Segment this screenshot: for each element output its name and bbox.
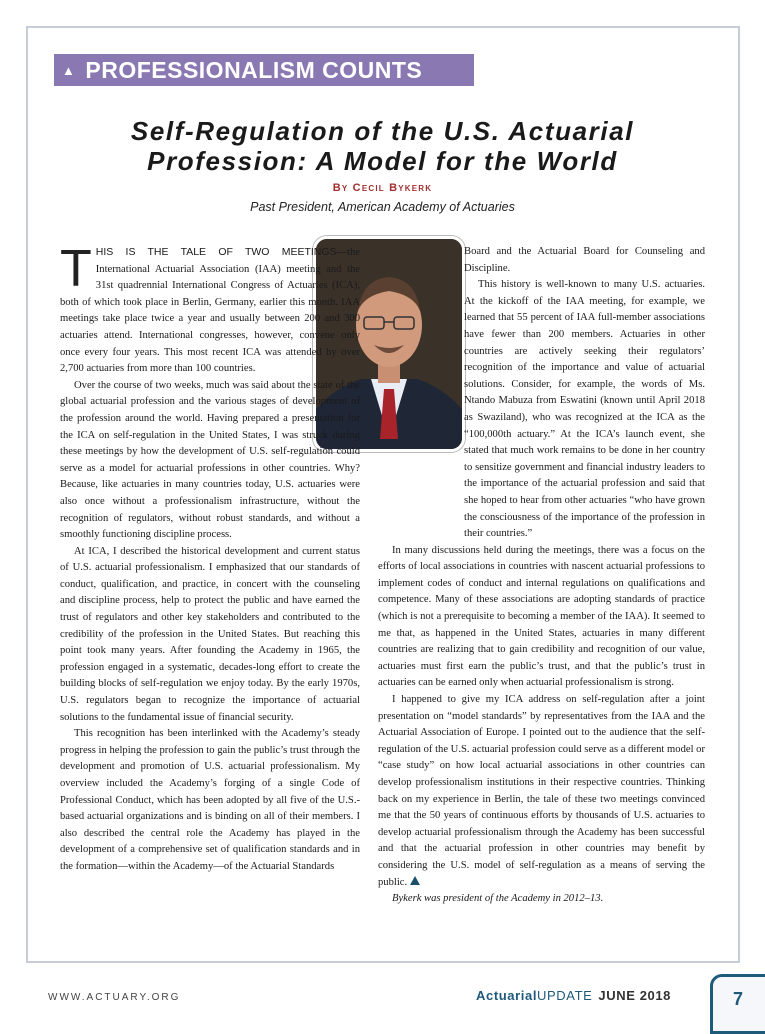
paragraph-1-text: the International Actuarial Association (IAA) meeting and the 31st quadrennial International Congress of Actuaries (ICA), both of which took place in Berlin, Germany, earlier this month. IAA meetings take place twice a year and usually between 200 and 300 actuaries attend. International congresses, however, convene only once every four years. This most recent ICA was attended by over 2,700 actuaries from more than 100 countries. [60, 247, 360, 375]
paragraph-intro [60, 240, 360, 378]
paragraph-7-text: I happened to give my ICA address on self-regulation after a joint presentation on “model standards” by representatives from the IAA and the Actuarial Association of Europe. I pointed out to the audience that the self-regulation of the U.S. actuarial profession could serve as a different model or “case study” on how local actuarial associations in other countries can develop professionalism institutions in their respective countries. Thinking back on my experience in Berlin, the tale of these two meetings convinced me that the 50 years of continuous efforts by thousands of U.S. actuaries to develop actuarial professionalism through the Academy has been successful and that the actuarial profession in other countries may benefit by considering the U.S. model of self-regulation as a means of serving the public. [378, 694, 705, 888]
page-number: 7 [733, 989, 744, 1009]
page-number-box [710, 974, 765, 1034]
end-mark-icon [410, 876, 420, 885]
article-title-line2: Profession: A Model for the World [147, 146, 618, 176]
footer-pub-bold: Actuarial [476, 988, 538, 1003]
paragraph-4: This recognition has been interlinked with the Academy’s steady progress in helping the profession to gain the public’s trust through the development and promotion of U.S. actuarial professionalism. My overview included the Academy’s forging of a single Code of Professional Conduct, which has been adopted by all five of the U.S.-based actuarial organizations and is binding on all of their members. I also described the central role the Academy has played in the development of a comprehensive set of qualification standards and in the formation—within the Academy—of the Actuarial Standards [60, 728, 360, 872]
footer-publication [476, 988, 671, 1003]
triangle-mark-icon: ▲ [62, 62, 76, 78]
footer-url: WWW.ACTUARY.ORG [48, 992, 181, 1003]
section-banner-label: PROFESSIONALISM COUNTS [85, 56, 423, 83]
footer-date: JUNE 2018 [598, 988, 672, 1003]
column-left [60, 240, 360, 876]
author-role: Past President, American Academy of Actuaries [250, 200, 515, 214]
footer-pub-rest: UPDATE [537, 988, 593, 1003]
paragraph-7 [378, 692, 705, 891]
paragraph-3: At ICA, I described the historical development and current status of U.S. actuarial professionalism. I emphasized that our standards of conduct, qualification, and practice, in concert with the counseling and discipline process, help to protect the public and have earned the trust of regulators and other key stakeholders and contributed to the credibility of the profession in the United States. But reaching this point took many years. After founding the Academy in 1965, the profession engaged in a systematic, decades-long effort to create the building blocks of self-regulation we enjoy today. By the early 1970s, U.S. regulators began to recognize the importance of actuarial solutions to the fundamental issue of financial security. [60, 545, 360, 723]
author-bio: Bykerk was president of the Academy in 2012–13. [392, 893, 604, 905]
paragraph-5: This history is well-known to many U.S. actuaries. At the kickoff of the IAA meeting, for example, we learned that 55 percent of IAA full-member associations have fewer than 200 members. Actuaries in other countries are actively seeking their regulators’ recognition of the importance and value of actuarial solutions. Consider, for example, the words of Ms. Ntando Mabuza from Eswatini (known until April 2018 as Swaziland), who was recognized at the ICA as the “100,000th actuary.” At the ICA’s launch event, she stated that much work remains to be done in her country to sensitize government and financial industry leaders to the importance of the actuarial profession and said that she hoped to hear from other actuaries “who have grown the consciousness of the importance of the profession in their countries.” [464, 279, 705, 540]
paragraph-2: Over the course of two weeks, much was said about the state of the global actuarial profession and the various stages of development of the profession around the world. Having prepared a presentation for the ICA on self-regulation in the United States, I was struck during these meetings by how the development of U.S. self-regulation could serve as a model for actuarial professions in other countries. Why? Because, like actuaries in many countries today, U.S. actuaries were also once without a professionalism infrastructure, without the recognition of regulators, without robust standards, and without a smoothly functioning discipline process. [60, 379, 360, 541]
drop-cap: T [60, 240, 92, 298]
lead-in: HIS IS THE TALE OF TWO MEETINGS— [95, 246, 348, 258]
byline: By Cecil Bykerk [332, 182, 433, 194]
section-banner [54, 54, 474, 86]
paragraph-4-continued: Board and the Actuarial Board for Counseling and Discipline. [464, 246, 705, 274]
article-title-line1: Self-Regulation of the U.S. Actuarial [130, 116, 635, 146]
paragraph-6: In many discussions held during the meetings, there was a focus on the efforts of local associations in countries with nascent actuarial professions to implement codes of conduct and internal regulations on qualifications and competence. Many of these associations are adopting standards of practice (which is not a prerequisite to becoming a member of the IAA). It seemed to me that, as happened in the United States, actuaries in many different countries are realizing that to gain credibility and recognition of our value, actuaries must first earn the public’s trust, and that the public’s trust in actuaries can be earned only when actuarial professionalism is strong. [378, 544, 705, 689]
article-title [60, 116, 705, 176]
column-right [378, 244, 705, 908]
